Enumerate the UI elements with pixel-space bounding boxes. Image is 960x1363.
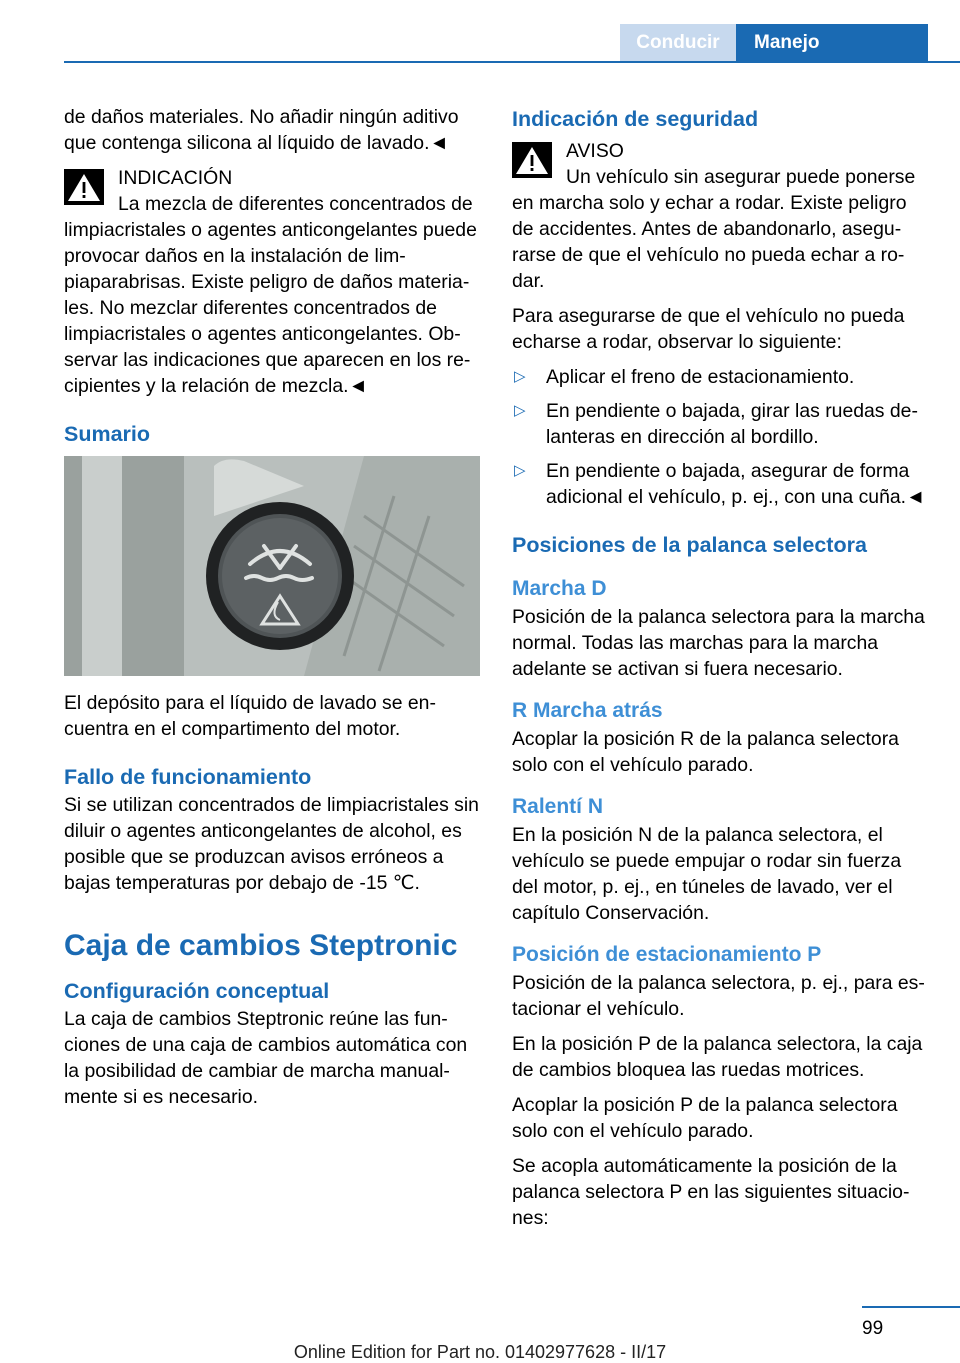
warning-title: AVISO	[566, 140, 624, 162]
tab-manejo[interactable]: Manejo	[736, 24, 928, 61]
heading-posiciones: Posiciones de la palanca selectora	[512, 533, 867, 557]
list-item: ▷ En pendiente o bajada, asegurar de forma adicional el vehículo, p. ej., con una cuña.◄	[514, 460, 926, 508]
paragraph-p3: Acoplar la posición P de la palanca selectora solo con el vehículo parado.	[512, 1094, 898, 1142]
warning-icon	[512, 142, 552, 178]
list-item: ▷ En pendiente o bajada, girar las ruedas delanteras en dirección al bordillo.	[514, 400, 918, 448]
warning-indicacion	[64, 165, 482, 399]
heading-seguridad: Indicación de seguridad	[512, 107, 759, 131]
right-column	[512, 104, 930, 1240]
paragraph-configuracion: La caja de cambios Steptronic reúne las funciones de una caja de cambios automática con la posibilidad de cambiar de marcha manualmente si es necesario.	[64, 1008, 468, 1108]
heading-sumario: Sumario	[64, 422, 151, 446]
warning-aviso	[512, 138, 930, 294]
paragraph-asegurar: Para asegurarse de que el vehículo no pueda echarse a rodar, observar lo siguiente:	[512, 305, 905, 353]
online-edition-note: Online Edition for Part no. 01402977628 - II/17	[293, 1342, 667, 1362]
heading-fallo: Fallo de funcionamiento	[64, 765, 312, 789]
page-number: 99	[862, 1318, 884, 1339]
washer-fluid-reservoir-image	[64, 456, 480, 676]
paragraph-p2: En la posición P de la palanca selectora, la caja de cambios bloquea las ruedas motrices.	[512, 1033, 923, 1081]
bullet-list	[512, 364, 930, 510]
warning-text: La mezcla de diferentes concentrados de limpiacristales o agentes anticongelantes puede provocar daños en la instalación de limpiaparabrisas. Existe peligro de daños materiales. No mezclar diferentes concentrados de limpiacristales o agentes anticongelantes. Observar las indicaciones que aparecen en los recipientes y la relación de mezcla.◄	[64, 193, 477, 397]
paragraph-marcha-d: Posición de la palanca selectora para la marcha normal. Todas las marchas para la marcha adelante se activan si fuera necesario.	[512, 606, 925, 680]
paragraph-deposito: El depósito para el líquido de lavado se encuentra en el compartimento del motor.	[64, 692, 436, 740]
paragraph-marcha-r: Acoplar la posición R de la palanca selectora solo con el vehículo parado.	[512, 728, 899, 776]
warning-text: Un vehículo sin asegurar puede ponerse en marcha solo y echar a rodar. Existe peligro de accidentes. Antes de abandonarlo, asegurarse de que el vehículo no pueda echar a rodar.	[512, 166, 916, 292]
triangle-bullet-icon: ▷	[514, 462, 526, 479]
paragraph-danos: de daños materiales. No añadir ningún aditivo que contenga silicona al líquido de lavado.◄	[64, 106, 459, 154]
heading-caja-steptronic: Caja de cambios Steptronic	[64, 929, 458, 962]
triangle-bullet-icon: ▷	[514, 402, 526, 419]
list-item: ▷ Aplicar el freno de estacionamiento.	[514, 366, 855, 388]
tab-conducir[interactable]: Conducir	[620, 24, 736, 61]
footer-rule	[862, 1306, 960, 1308]
heading-marcha-r: R Marcha atrás	[512, 699, 663, 722]
heading-configuracion: Configuración conceptual	[64, 979, 330, 1003]
warning-title: INDICACIÓN	[118, 167, 233, 189]
heading-estacionamiento-p: Posición de estacionamiento P	[512, 943, 822, 966]
header-rule	[64, 61, 960, 63]
heading-ralenti-n: Ralentí N	[512, 795, 604, 818]
triangle-bullet-icon: ▷	[514, 368, 526, 385]
heading-marcha-d: Marcha D	[512, 577, 607, 600]
left-column	[64, 104, 482, 1119]
warning-icon	[64, 169, 104, 205]
paragraph-p1: Posición de la palanca selectora, p. ej., para estacionar el vehículo.	[512, 972, 925, 1020]
paragraph-fallo: Si se utilizan concentrados de limpiacristales sin diluir o agentes anticongelantes de alcohol, es posible que se produzcan avisos erróneos a bajas temperaturas por debajo de -15 ℃.	[64, 794, 479, 894]
paragraph-p4: Se acopla automáticamente la posición de la palanca selectora P en las siguientes situaciones:	[512, 1155, 910, 1229]
paragraph-ralenti-n: En la posición N de la palanca selectora, el vehículo se puede empujar o rodar sin fuerza del motor, p. ej., en túneles de lavado, ver el capítulo Conservación.	[512, 824, 902, 924]
